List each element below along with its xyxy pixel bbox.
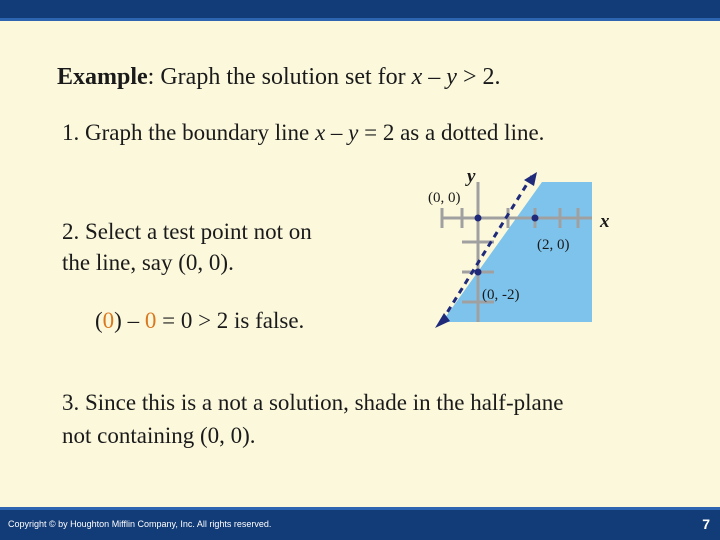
title-expression: x – y bbox=[411, 64, 457, 90]
boundary-arrow-top bbox=[524, 172, 537, 186]
y-intercept-label: (0, -2) bbox=[482, 287, 520, 303]
check-minus: – bbox=[121, 308, 145, 333]
x-axis-label: x bbox=[600, 211, 610, 232]
x-intercept-label: (2, 0) bbox=[537, 237, 570, 253]
header-accent-line bbox=[0, 18, 720, 21]
title-example-label: Example bbox=[57, 64, 148, 90]
origin-point bbox=[475, 215, 482, 222]
origin-label: (0, 0) bbox=[428, 190, 461, 206]
step-3-line-1: 3. Since this is a not a solution, shade in the half-plane bbox=[62, 390, 564, 415]
step-1-prefix: 1. Graph the boundary line bbox=[62, 120, 315, 145]
x-intercept-point bbox=[532, 215, 539, 222]
step-2-line-1: 2. Select a test point not on bbox=[62, 219, 312, 244]
title-text: : Graph the solution set for bbox=[147, 64, 412, 90]
step-1-suffix: = 2 as a dotted line. bbox=[358, 120, 545, 145]
inequality-graph bbox=[420, 160, 620, 335]
check-paren-close: ) bbox=[114, 308, 122, 333]
step-3-line-2: not containing (0, 0). bbox=[62, 423, 256, 448]
step-2 bbox=[62, 216, 312, 278]
check-paren-open: ( bbox=[95, 308, 103, 333]
title-inequality: > 2. bbox=[456, 64, 501, 90]
step-2-line-2: the line, say (0, 0). bbox=[62, 250, 234, 275]
test-point-check bbox=[95, 306, 304, 336]
check-result: = 0 > 2 is false. bbox=[156, 308, 305, 333]
copyright-notice: Copyright © by Houghton Mifflin Company, Inc. All rights reserved. bbox=[8, 519, 272, 529]
y-axis-label: y bbox=[467, 166, 476, 187]
check-y-value: 0 bbox=[144, 308, 157, 333]
y-intercept-point bbox=[475, 269, 482, 276]
step-1 bbox=[62, 118, 544, 148]
step-1-expression: x – y bbox=[314, 120, 359, 145]
header-bar bbox=[0, 0, 720, 18]
step-3 bbox=[62, 386, 563, 452]
page-number: 7 bbox=[702, 516, 710, 532]
slide-title bbox=[57, 62, 500, 92]
check-x-value: 0 bbox=[102, 308, 115, 333]
